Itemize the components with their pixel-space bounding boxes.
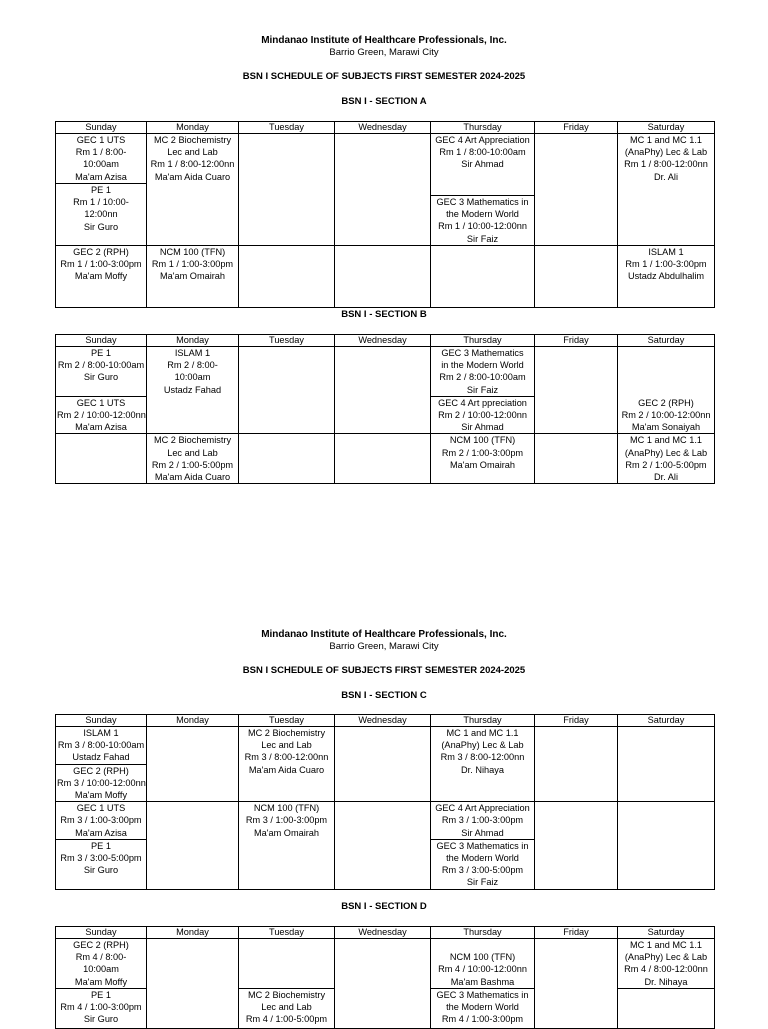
table-header-row <box>56 927 715 939</box>
table-header-row <box>56 335 715 347</box>
empty-cell <box>147 802 239 889</box>
schedule-cell: NCM 100 (TFN) Rm 2 / 1:00-3:00pm Ma'am Omairah <box>431 434 535 484</box>
section-a-label: BSN I - SECTION A <box>341 96 427 107</box>
empty-cell <box>56 434 147 484</box>
section-b-table <box>55 334 715 484</box>
day-header: Wednesday <box>335 927 431 939</box>
schedule-title: BSN I SCHEDULE OF SUBJECTS FIRST SEMESTER 2024-2025 <box>242 71 526 82</box>
day-header: Thursday <box>431 122 535 134</box>
table-row <box>56 802 715 840</box>
schedule-cell: GEC 4 Art Appreciation Rm 3 / 1:00-3:00pm Sir Ahmad <box>431 802 535 840</box>
day-header: Friday <box>535 335 618 347</box>
day-header: Saturday <box>618 927 715 939</box>
day-header: Wednesday <box>335 122 431 134</box>
schedule-cell: MC 2 Biochemistry Lec and Lab Rm 4 / 1:00-5:00pm <box>239 988 335 1028</box>
day-header: Monday <box>147 335 239 347</box>
empty-cell <box>335 134 431 246</box>
day-header: Wednesday <box>335 335 431 347</box>
table-row <box>56 939 715 989</box>
day-header: Tuesday <box>239 335 335 347</box>
schedule-title: BSN I SCHEDULE OF SUBJECTS FIRST SEMESTER 2024-2025 <box>242 665 526 676</box>
schedule-cell: GEC 4 Art ppreciation Rm 2 / 10:00-12:00nn Sir Ahmad <box>431 396 535 434</box>
empty-cell <box>239 347 335 434</box>
day-header: Thursday <box>431 335 535 347</box>
schedule-cell: ISLAM 1 Rm 2 / 8:00- 10:00am Ustadz Fahad <box>147 347 239 434</box>
empty-cell <box>335 245 431 307</box>
schedule-cell: GEC 2 (RPH) Rm 2 / 10:00-12:00nn Ma'am Sonaiyah <box>618 347 715 434</box>
schedule-cell: MC 1 and MC 1.1 (AnaPhy) Lec & Lab Rm 1 / 8:00-12:00nn Dr. Ali <box>618 134 715 246</box>
day-header: Sunday <box>56 335 147 347</box>
day-header: Wednesday <box>335 715 431 727</box>
empty-cell <box>431 245 535 307</box>
schedule-cell: MC 1 and MC 1.1 (AnaPhy) Lec & Lab Rm 3 / 8:00-12:00nn Dr. Nihaya <box>431 727 535 802</box>
section-d-table <box>55 926 715 1029</box>
schedule-cell: GEC 2 (RPH) Rm 3 / 10:00-12:00nn Ma'am Moffy <box>57 765 146 801</box>
day-header: Saturday <box>618 122 715 134</box>
day-header: Monday <box>147 122 239 134</box>
schedule-cell: ISLAM 1 Rm 3 / 8:00-10:00am Ustadz Fahad <box>56 727 147 765</box>
empty-cell <box>335 727 431 802</box>
schedule-cell: NCM 100 (TFN) Rm 1 / 1:00-3:00pm Ma'am Omairah <box>147 245 239 307</box>
day-header: Saturday <box>618 335 715 347</box>
empty-cell <box>535 727 618 802</box>
schedule-cell: GEC 3 Mathematics in the Modern World Rm 1 / 10:00-12:00nn Sir Faiz <box>431 196 535 246</box>
empty-cell <box>335 434 431 484</box>
schedule-cell: PE 1 Rm 2 / 8:00-10:00am Sir Guro <box>56 347 147 397</box>
empty-cell <box>239 245 335 307</box>
table-header-row <box>56 715 715 727</box>
schedule-cell: GEC 4 Art Appreciation Rm 1 / 8:00-10:00am Sir Ahmad <box>431 134 535 196</box>
empty-cell <box>535 802 618 889</box>
table-row <box>56 245 715 307</box>
day-header: Thursday <box>431 927 535 939</box>
day-header: Sunday <box>56 715 147 727</box>
table-row <box>56 727 715 765</box>
empty-cell <box>147 727 239 802</box>
schedule-cell: GEC 1 UTS Rm 1 / 8:00- 10:00am Ma'am Azisa <box>56 134 147 184</box>
empty-cell <box>618 988 715 1028</box>
page1-header <box>0 35 768 59</box>
empty-cell <box>239 134 335 246</box>
schedule-cell: NCM 100 (TFN) Rm 4 / 10:00-12:00nn Ma'am Bashma <box>431 939 535 989</box>
schedule-cell: GEC 3 Mathematics in the Modern World Rm 3 / 3:00-5:00pm Sir Faiz <box>431 839 535 889</box>
schedule-cell: MC 1 and MC 1.1 (AnaPhy) Lec & Lab Rm 2 / 1:00-5:00pm Dr. Ali <box>618 434 715 484</box>
empty-cell <box>335 939 431 1029</box>
schedule-cell: ISLAM 1 Rm 1 / 1:00-3:00pm Ustadz Abdulhalim <box>618 245 715 307</box>
schedule-cell: GEC 2 (RPH) Rm 4 / 8:00- 10:00am Ma'am Moffy <box>56 939 147 989</box>
schedule-cell: PE 1 Rm 4 / 1:00-3:00pm Sir Guro <box>56 988 147 1028</box>
empty-cell <box>335 347 431 434</box>
day-header: Saturday <box>618 715 715 727</box>
schedule-cell: MC 2 Biochemistry Lec and Lab Rm 3 / 8:00-12:00nn Ma'am Aida Cuaro <box>239 727 335 802</box>
day-header: Tuesday <box>239 715 335 727</box>
day-header: Tuesday <box>239 927 335 939</box>
section-c-table <box>55 714 715 890</box>
schedule-cell: GEC 2 (RPH) Rm 1 / 1:00-3:00pm Ma'am Moffy <box>56 245 147 307</box>
schedule-cell: PE 1 Rm 3 / 3:00-5:00pm Sir Guro <box>56 839 147 889</box>
day-header: Monday <box>147 927 239 939</box>
section-d-label: BSN I - SECTION D <box>341 901 427 912</box>
day-header: Sunday <box>56 122 147 134</box>
empty-cell <box>535 434 618 484</box>
day-header: Friday <box>535 715 618 727</box>
institution-address: Barrio Green, Marawi City <box>329 47 439 58</box>
table-row <box>56 434 715 484</box>
table-header-row <box>56 122 715 134</box>
schedule-cell: MC 2 Biochemistry Lec and Lab Rm 2 / 1:00-5:00pm Ma'am Aida Cuaro <box>147 434 239 484</box>
institution-address: Barrio Green, Marawi City <box>329 641 439 652</box>
day-header: Sunday <box>56 927 147 939</box>
empty-cell <box>618 727 715 802</box>
empty-cell <box>535 347 618 434</box>
section-a-table <box>55 121 715 308</box>
schedule-cell: PE 1 Rm 1 / 10:00- 12:00nn Sir Guro <box>56 184 147 246</box>
day-header: Monday <box>147 715 239 727</box>
empty-cell <box>239 939 335 989</box>
empty-cell <box>535 245 618 307</box>
day-header: Friday <box>535 927 618 939</box>
page2-header <box>0 629 768 653</box>
schedule-cell: GEC 3 Mathematics in the Modern World Rm 2 / 8:00-10:00am Sir Faiz <box>431 347 535 397</box>
empty-cell <box>239 434 335 484</box>
day-header: Thursday <box>431 715 535 727</box>
institution-name: Mindanao Institute of Healthcare Professionals, Inc. <box>261 35 507 46</box>
day-header: Friday <box>535 122 618 134</box>
schedule-cell: MC 2 Biochemistry Lec and Lab Rm 1 / 8:00-12:00nn Ma'am Aida Cuaro <box>147 134 239 246</box>
schedule-cell: GEC 3 Mathematics in the Modern World Rm 4 / 1:00-3:00pm <box>431 988 535 1028</box>
empty-cell <box>535 134 618 246</box>
empty-cell <box>335 802 431 889</box>
schedule-cell: GEC 1 UTS Rm 3 / 1:00-3:00pm Ma'am Azisa <box>56 802 147 840</box>
section-c-label: BSN I - SECTION C <box>341 690 427 701</box>
empty-cell <box>618 802 715 889</box>
section-b-label: BSN I - SECTION B <box>341 309 427 320</box>
day-header: Tuesday <box>239 122 335 134</box>
table-row <box>56 134 715 184</box>
schedule-cell: NCM 100 (TFN) Rm 3 / 1:00-3:00pm Ma'am Omairah <box>239 802 335 889</box>
institution-name: Mindanao Institute of Healthcare Professionals, Inc. <box>261 629 507 640</box>
empty-cell <box>147 939 239 1029</box>
table-row <box>56 347 715 397</box>
empty-cell <box>535 939 618 1029</box>
schedule-cell: MC 1 and MC 1.1 (AnaPhy) Lec & Lab Rm 4 / 8:00-12:00nn Dr. Nihaya <box>618 939 715 989</box>
schedule-cell: GEC 1 UTS Rm 2 / 10:00-12:00nn Ma'am Azisa <box>57 397 146 433</box>
